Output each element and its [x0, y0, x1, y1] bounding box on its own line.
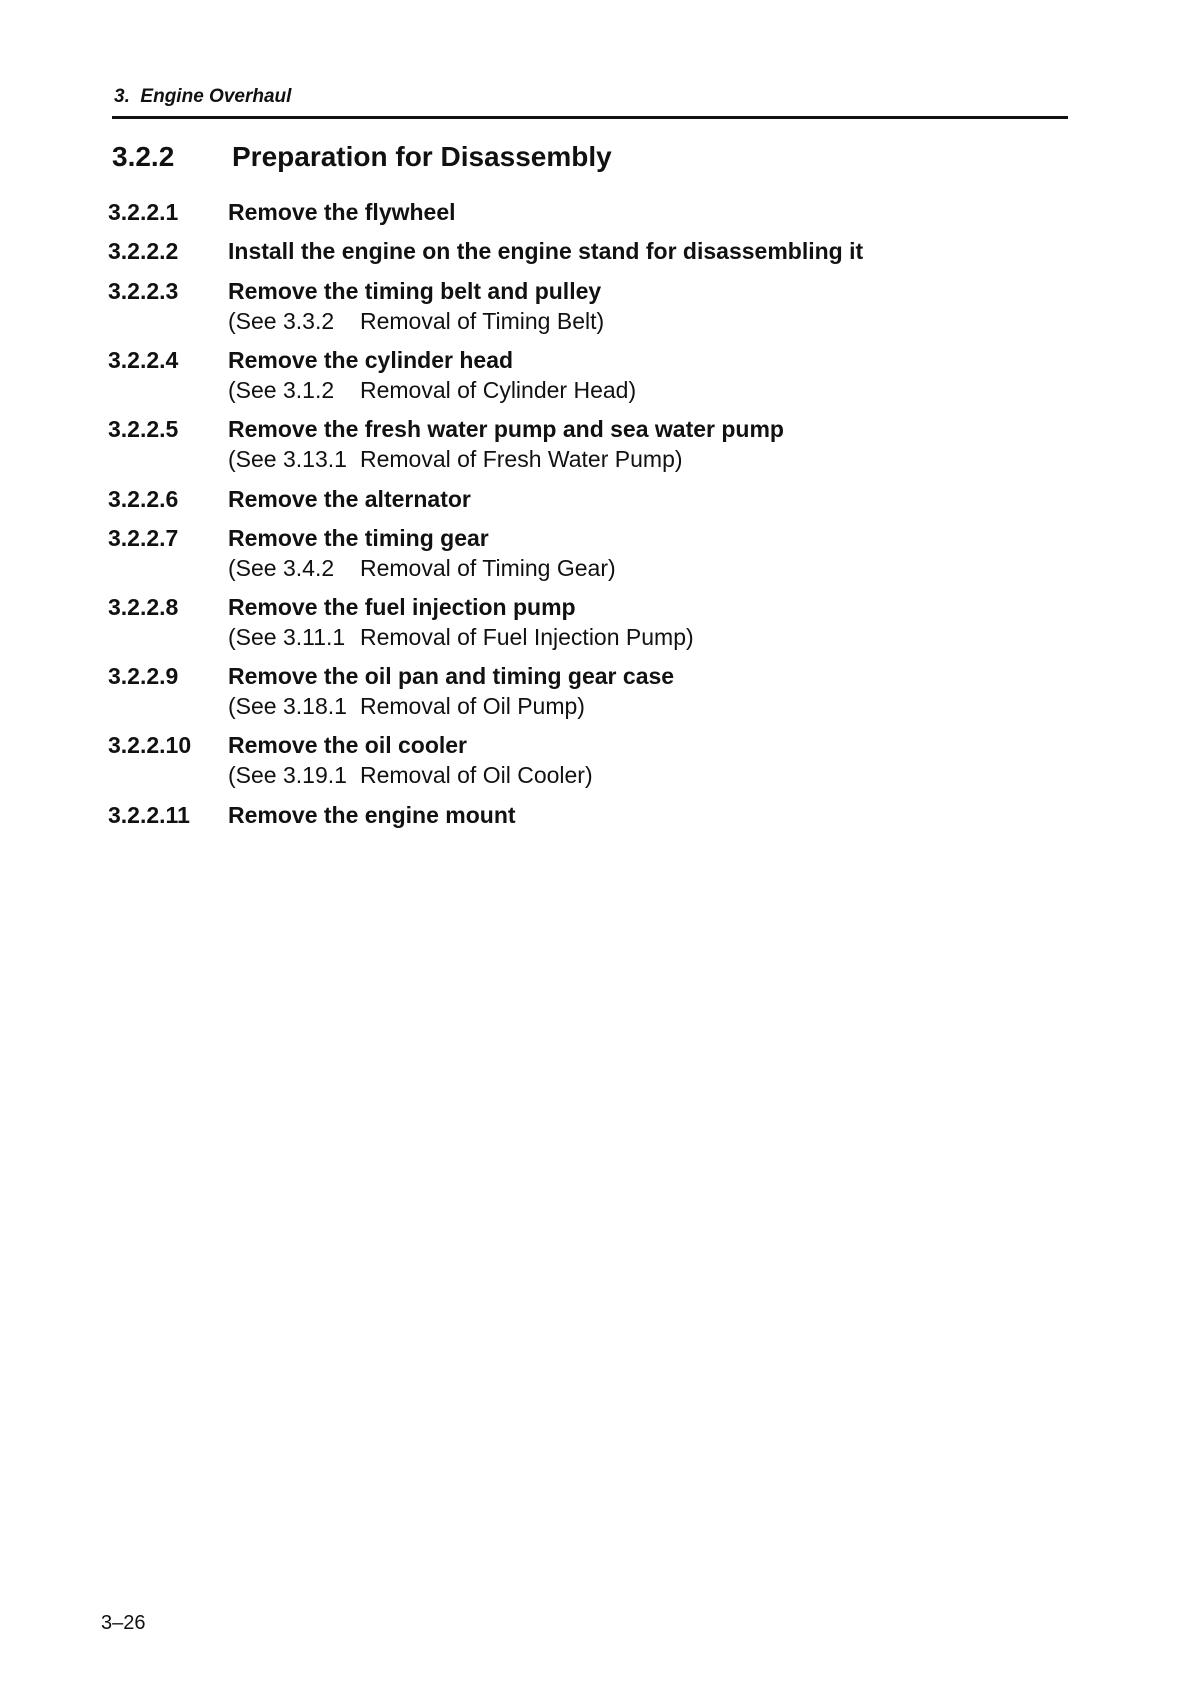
- step-title: Remove the engine mount: [228, 802, 516, 828]
- step-reference: [228, 624, 694, 651]
- step-number: 3.2.2.4: [108, 347, 179, 373]
- step-number: 3.2.2.5: [108, 416, 179, 442]
- step-number: 3.2.2.1: [108, 199, 179, 225]
- reference-number: (See 3.13.1: [228, 446, 347, 472]
- step-title: Remove the oil pan and timing gear case: [228, 663, 675, 689]
- section-title: Preparation for Disassembly: [232, 141, 612, 172]
- step-reference: [228, 762, 593, 789]
- page-number: 3–26: [101, 1612, 146, 1634]
- step-reference: [228, 377, 636, 404]
- step-reference: [228, 308, 604, 335]
- step-number: 3.2.2.10: [108, 732, 192, 758]
- page-header: [112, 84, 1068, 119]
- section-number: 3.2.2: [112, 141, 175, 172]
- chapter-heading: [114, 86, 291, 108]
- step-title: Remove the fresh water pump and sea water pump: [228, 416, 784, 442]
- reference-title: Removal of Fuel Injection Pump): [360, 624, 694, 650]
- reference-title: Removal of Oil Cooler): [360, 762, 593, 788]
- step-title: Remove the oil cooler: [228, 732, 468, 758]
- reference-number: (See 3.18.1: [228, 693, 347, 719]
- reference-title: Removal of Oil Pump): [360, 693, 585, 719]
- step-number: 3.2.2.11: [108, 802, 190, 828]
- step-reference: [228, 446, 683, 473]
- step-title: Remove the alternator: [228, 486, 471, 512]
- chapter-number: 3.: [114, 86, 130, 107]
- step-title: Remove the timing gear: [228, 525, 489, 551]
- step-title: Install the engine on the engine stand for disassembling it: [228, 238, 864, 264]
- step-title: Remove the timing belt and pulley: [228, 278, 602, 304]
- reference-number: (See 3.11.1: [228, 624, 346, 650]
- step-title: Remove the fuel injection pump: [228, 594, 576, 620]
- reference-number: (See 3.19.1: [228, 762, 347, 788]
- reference-title: Removal of Timing Gear): [360, 555, 616, 581]
- step-title: Remove the flywheel: [228, 199, 456, 225]
- step-number: 3.2.2.7: [108, 525, 179, 551]
- step-number: 3.2.2.6: [108, 486, 179, 512]
- chapter-title: Engine Overhaul: [140, 86, 292, 107]
- step-reference: [228, 555, 616, 582]
- step-number: 3.2.2.2: [108, 238, 179, 264]
- step-number: 3.2.2.3: [108, 278, 179, 304]
- step-reference: [228, 693, 585, 720]
- reference-number: (See 3.1.2: [228, 377, 335, 403]
- reference-title: Removal of Cylinder Head): [360, 377, 637, 403]
- reference-number: (See 3.3.2: [228, 308, 335, 334]
- step-number: 3.2.2.8: [108, 594, 179, 620]
- step-number: 3.2.2.9: [108, 663, 179, 689]
- reference-title: Removal of Timing Belt): [360, 308, 605, 334]
- reference-title: Removal of Fresh Water Pump): [360, 446, 683, 472]
- step-title: Remove the cylinder head: [228, 347, 514, 373]
- reference-number: (See 3.4.2: [228, 555, 335, 581]
